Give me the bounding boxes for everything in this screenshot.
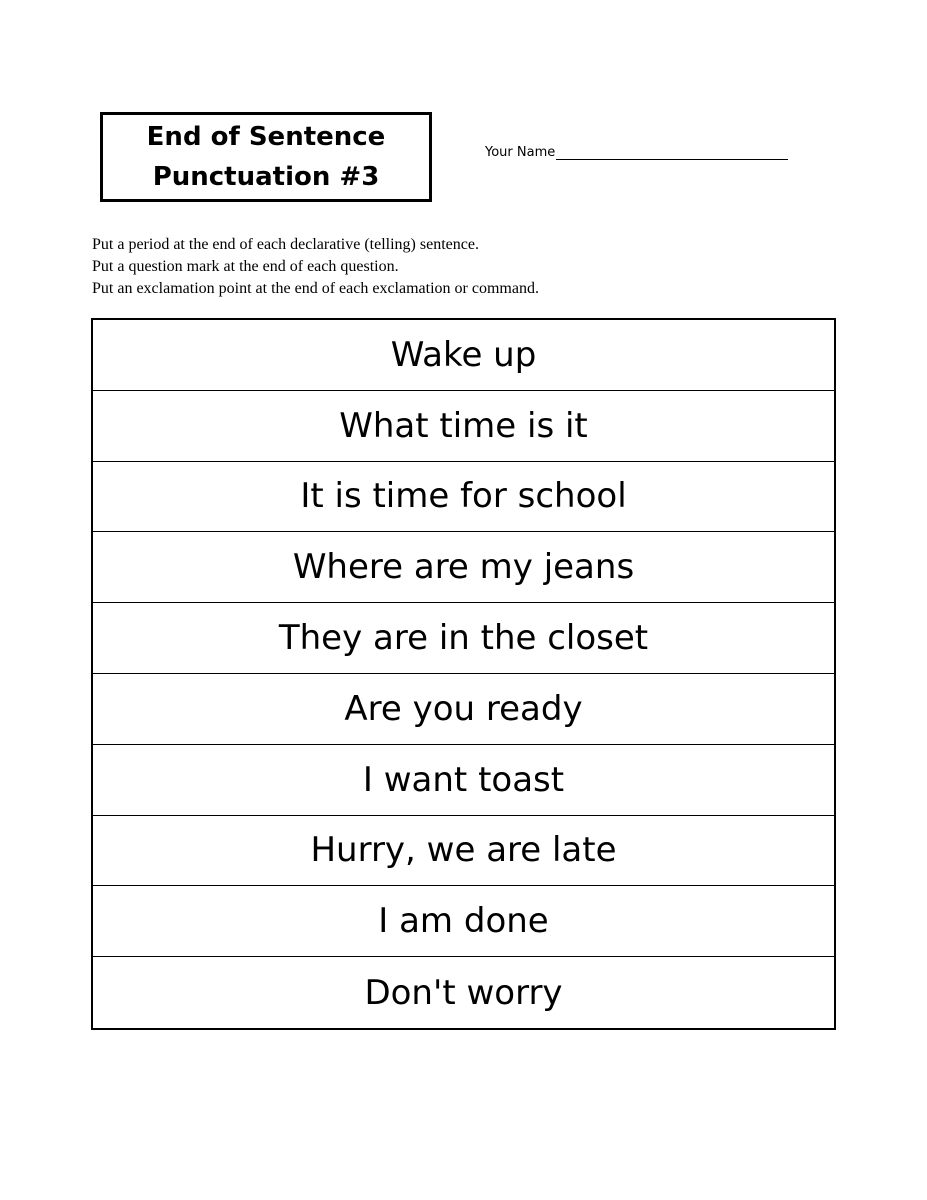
sentence-row: They are in the closet <box>93 603 834 674</box>
instruction-line: Put an exclamation point at the end of each exclamation or command. <box>92 280 539 297</box>
name-field <box>485 145 788 160</box>
worksheet-title-box <box>100 112 432 202</box>
name-label: Your Name <box>485 145 556 160</box>
sentence-row: I want toast <box>93 745 834 816</box>
sentence-row: Hurry, we are late <box>93 816 834 887</box>
sentence-row: What time is it <box>93 391 834 462</box>
sentence-row: Are you ready <box>93 674 834 745</box>
worksheet-title-line-1: End of Sentence <box>146 122 386 152</box>
sentence-row: Where are my jeans <box>93 532 834 603</box>
name-blank-line <box>556 145 788 160</box>
sentence-row: I am done <box>93 886 834 957</box>
instructions <box>92 234 539 300</box>
sentence-row: Don't worry <box>364 972 563 1013</box>
sentence-table <box>91 318 836 1030</box>
worksheet-title-line-2: Punctuation #3 <box>152 162 380 192</box>
instruction-line: Put a period at the end of each declarative (telling) sentence. <box>92 236 479 253</box>
sentence-row: Wake up <box>93 320 834 391</box>
instruction-line: Put a question mark at the end of each question. <box>92 258 399 275</box>
sentence-row: It is time for school <box>93 462 834 533</box>
